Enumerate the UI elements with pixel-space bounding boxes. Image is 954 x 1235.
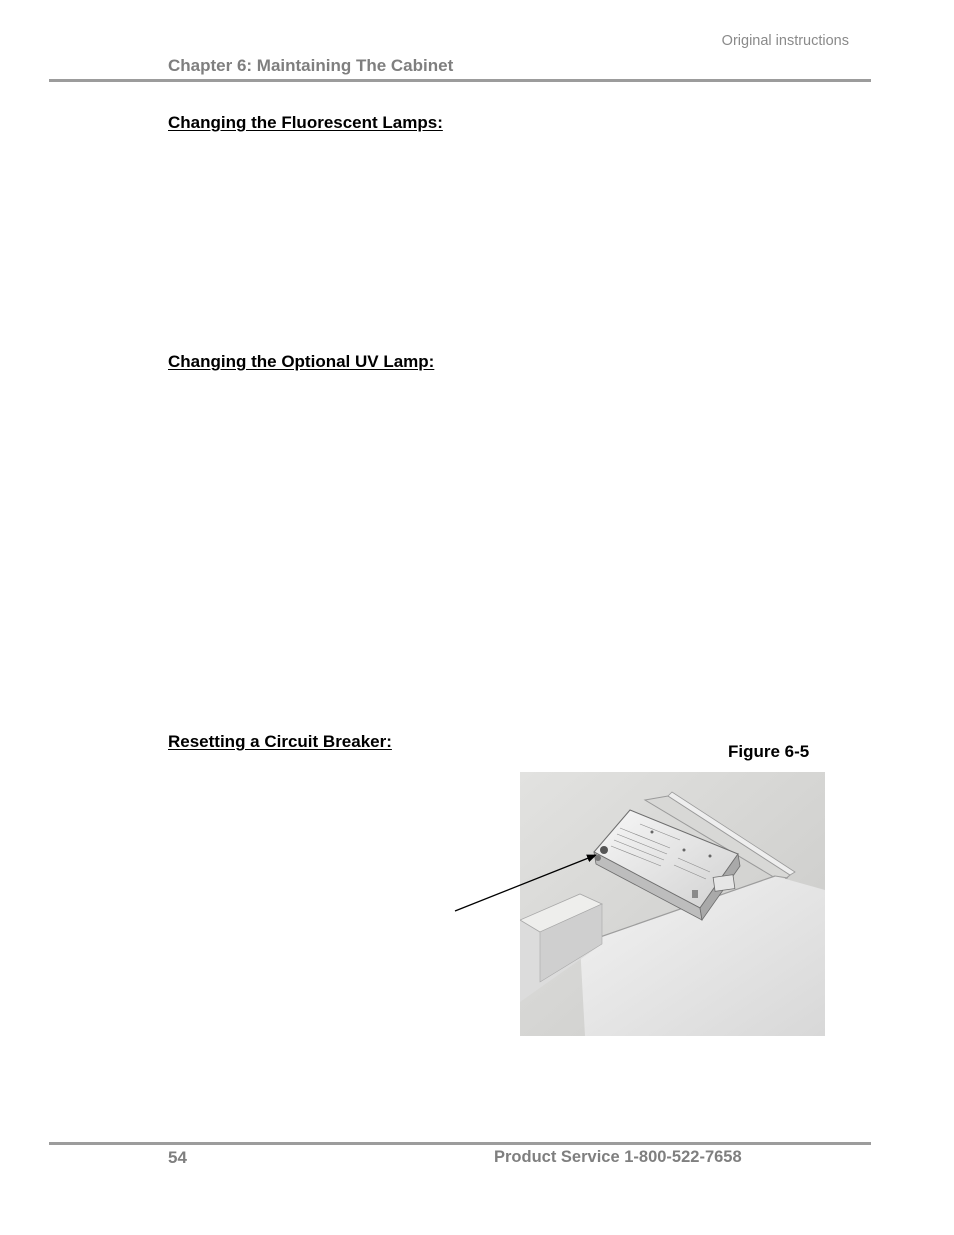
section-heading-fluorescent-lamps: Changing the Fluorescent Lamps: [168, 113, 443, 132]
section-heading-circuit-breaker: Resetting a Circuit Breaker: [168, 732, 392, 751]
chapter-title: Chapter 6: Maintaining The Cabinet [168, 56, 454, 75]
original-instructions-note: Original instructions [721, 33, 849, 49]
header-rule [49, 79, 871, 82]
product-service-phone: Product Service 1-800-522-7658 [494, 1148, 742, 1166]
section-heading-uv-lamp: Changing the Optional UV Lamp: [168, 352, 435, 371]
callout-arrow-icon [440, 838, 610, 918]
page-number: 54 [168, 1148, 187, 1167]
figure-caption: Figure 6-5 [728, 742, 810, 761]
footer-rule [49, 1142, 871, 1145]
